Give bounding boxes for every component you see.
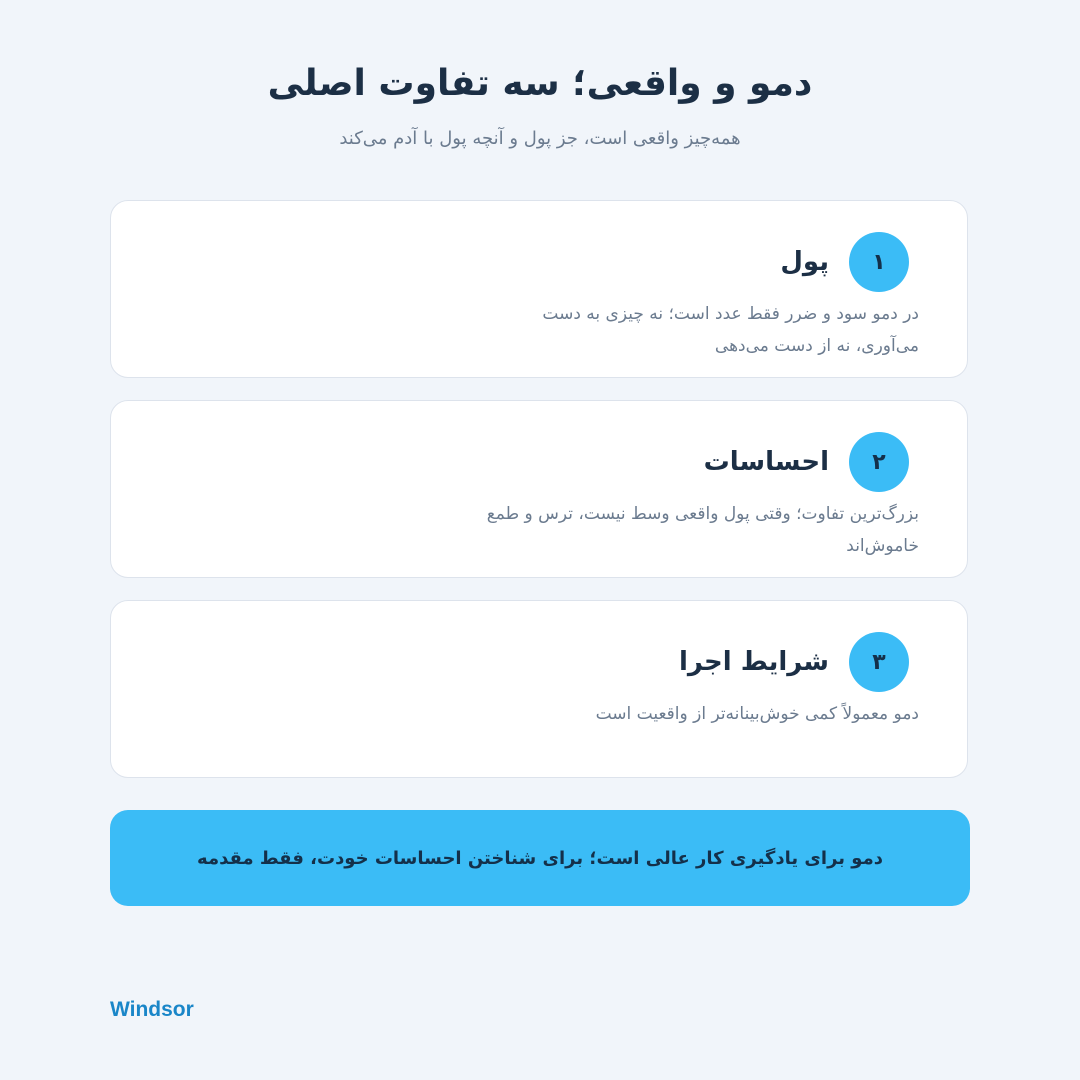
difference-card-emotions (110, 400, 968, 578)
banner-text: دمو برای یادگیری کار عالی است؛ برای شناختن احساسات خودت، فقط مقدمه (197, 847, 883, 869)
page-subtitle: همه‌چیز واقعی است، جز پول و آنچه پول با آدم می‌کند (339, 128, 741, 149)
card-description: بزرگ‌ترین تفاوت؛ وقتی پول واقعی وسط نیست، ترس و طمع خاموش‌اند (486, 504, 919, 556)
card-title: احساسات (703, 447, 829, 477)
number-badge: ۲ (849, 432, 909, 492)
number-badge: ۱ (849, 232, 909, 292)
card-header (704, 432, 909, 492)
card-title: شرایط اجرا (678, 647, 829, 677)
card-description: دمو معمولاً کمی خوش‌بینانه‌تر از واقعیت است (595, 704, 919, 724)
card-header (780, 232, 909, 292)
card-title: پول (780, 247, 829, 277)
brand-logo: Windsor (110, 998, 194, 1021)
conclusion-banner (110, 810, 970, 906)
page-title: دمو و واقعی؛ سه تفاوت اصلی (267, 63, 813, 104)
difference-card-money (110, 200, 968, 378)
difference-card-execution (110, 600, 968, 778)
card-header (679, 632, 909, 692)
number-badge: ۳ (849, 632, 909, 692)
card-description: در دمو سود و ضرر فقط عدد است؛ نه چیزی به دست می‌آوری، نه از دست می‌دهی (542, 304, 919, 356)
